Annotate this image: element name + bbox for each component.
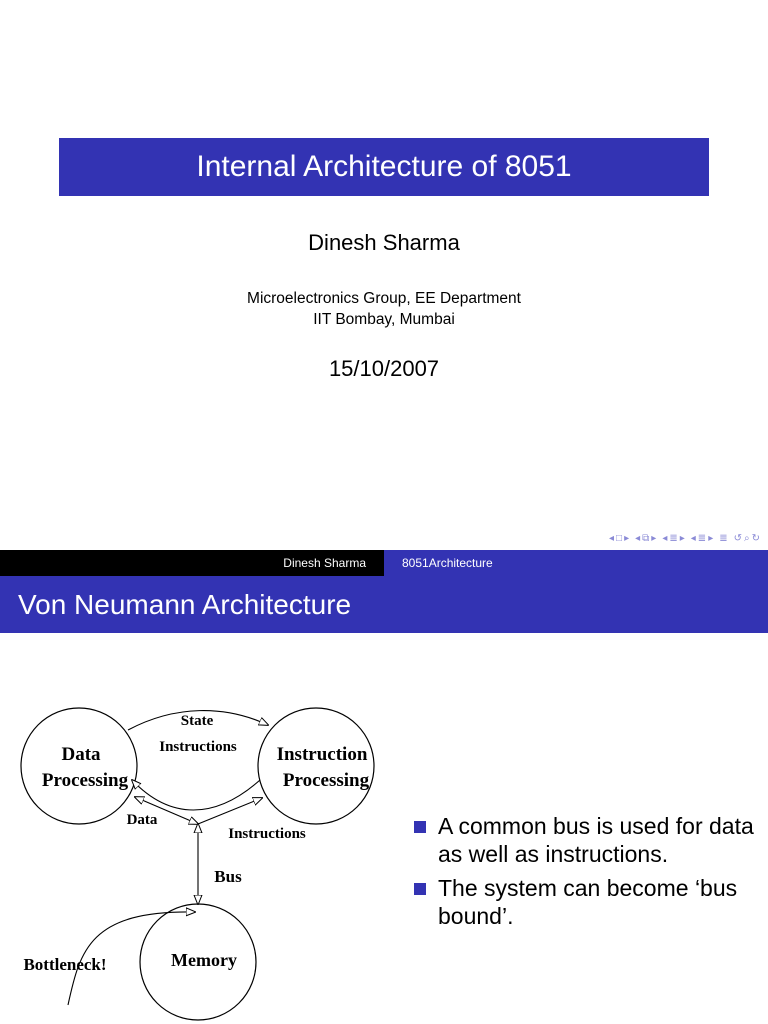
slide-headline xyxy=(0,550,768,576)
nav-arrow-left-icon[interactable]: ◂ xyxy=(609,533,615,544)
nav-subsection-icon[interactable]: ⧉ xyxy=(642,533,650,544)
bullet-text: A common bus is used for data as well as instructions. xyxy=(438,813,754,867)
frame-title: Von Neumann Architecture xyxy=(0,576,768,633)
nav-frame-icon[interactable]: □ xyxy=(616,533,623,544)
bullet-square-icon xyxy=(414,821,426,833)
bus-label: Bus xyxy=(214,867,242,886)
nav-section-group-2 xyxy=(691,534,713,544)
nav-align-group xyxy=(719,534,727,544)
bottleneck-label: Bottleneck! xyxy=(23,955,107,974)
beamer-navigation-bar xyxy=(609,532,760,546)
nav-arrow-left-icon[interactable]: ◂ xyxy=(690,533,696,544)
headline-short-title: 8051Architecture xyxy=(384,550,768,576)
nav-arrow-right-icon[interactable]: ▸ xyxy=(624,533,630,544)
data-processing-label-1: Data xyxy=(61,744,101,765)
instruction-processing-label-1: Instruction xyxy=(276,744,368,765)
nav-search-group xyxy=(734,534,760,544)
state-label: State xyxy=(180,713,214,729)
nav-frame-group xyxy=(609,534,629,544)
bullet-item xyxy=(412,874,762,930)
nav-arrow-left-icon[interactable]: ◂ xyxy=(635,533,641,544)
instructions-bottom-label: Instructions xyxy=(228,826,306,842)
data-processing-label-2: Processing xyxy=(41,770,129,791)
data-processing-node xyxy=(21,708,137,824)
data-label: Data xyxy=(126,812,158,828)
author-name: Dinesh Sharma xyxy=(308,230,460,255)
presentation-title: Internal Architecture of 8051 xyxy=(196,150,572,183)
bullet-text: The system can become ‘bus bound’. xyxy=(438,875,738,929)
nav-arrow-left-icon[interactable]: ◂ xyxy=(662,533,668,544)
bullet-item xyxy=(412,812,762,868)
nav-subsection-group xyxy=(635,534,656,544)
nav-section-icon[interactable]: ≣ xyxy=(697,533,707,544)
von-neumann-diagram xyxy=(10,700,380,1024)
memory-label: Memory xyxy=(171,950,237,970)
headline-author: Dinesh Sharma xyxy=(0,550,384,576)
bullet-list xyxy=(412,812,762,936)
nav-arrow-right-icon[interactable]: ▸ xyxy=(708,533,714,544)
nav-align-icon[interactable]: ≣ xyxy=(719,533,728,544)
instruction-processing-node xyxy=(258,708,374,824)
nav-arrow-right-icon[interactable]: ▸ xyxy=(651,533,657,544)
institute-line-2: IIT Bombay, Mumbai xyxy=(313,311,455,328)
presentation-title-box xyxy=(59,138,709,196)
bullet-square-icon xyxy=(414,883,426,895)
nav-section-icon[interactable]: ≣ xyxy=(669,533,678,544)
instructions-bus-line xyxy=(198,798,262,824)
instructions-arrow xyxy=(132,780,260,810)
nav-redo-icon[interactable]: ↻ xyxy=(751,533,760,544)
content-slide xyxy=(0,550,768,1024)
nav-section-group xyxy=(662,534,684,544)
instruction-processing-label-2: Processing xyxy=(282,770,370,791)
nav-arrow-right-icon[interactable]: ▸ xyxy=(679,533,685,544)
nav-undo-icon[interactable]: ↺ xyxy=(733,533,742,544)
nav-search-icon[interactable]: ⌕ xyxy=(744,533,750,544)
presentation-date: 15/10/2007 xyxy=(328,356,440,381)
institute xyxy=(0,288,768,330)
institute-line-1: Microelectronics Group, EE Department xyxy=(247,290,521,307)
instructions-top-label: Instructions xyxy=(159,739,237,755)
